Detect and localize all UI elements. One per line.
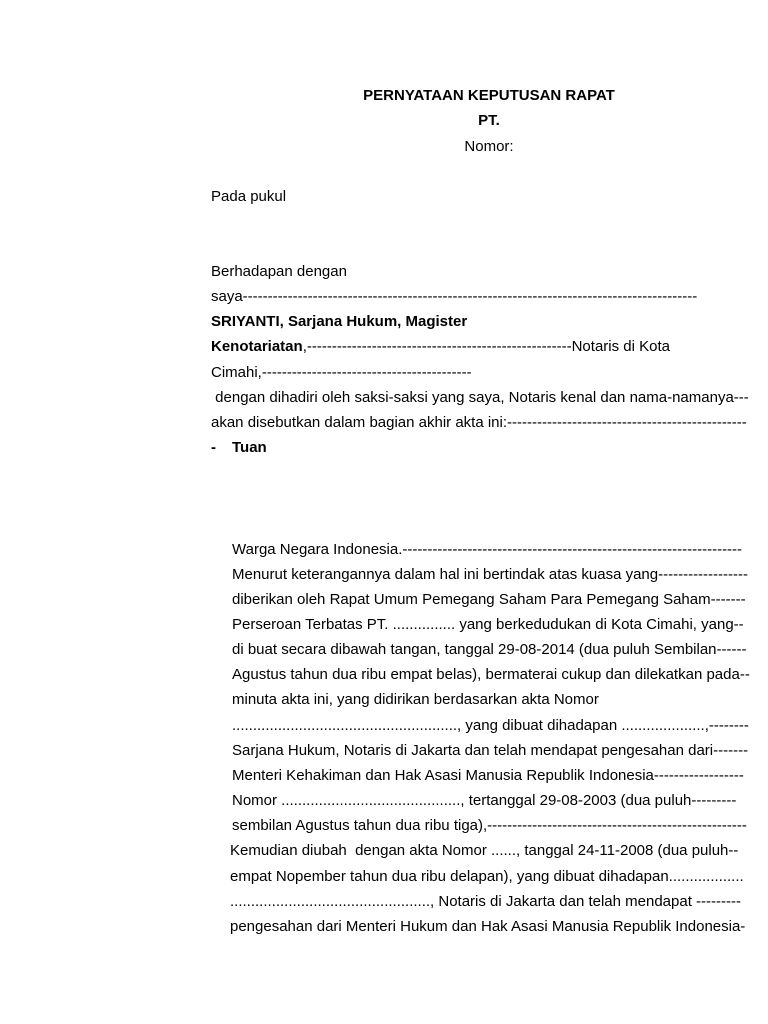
body-line: di buat secara dibawah tangan, tanggal 29-08-2014 (dua puluh Sembilan------ [232,641,747,658]
notary-name-line: SRIYANTI, Sarjana Hukum, Magister [211,313,468,330]
body-line: empat Nopember tahun dua ribu delapan), yang dibuat dihadapan.................. [230,868,744,885]
notary-title-line [211,338,670,356]
body-line: ................................................, Notaris di Jakarta dan telah mendapat --------- [230,893,741,910]
saya-line: saya------------------------------------------------------------------------------------------- [211,288,698,305]
witness-line-1: dengan dihadiri oleh saksi-saksi yang saya, Notaris kenal dan nama-namanya--- [211,389,749,406]
body-line: Nomor ..........................................., tertanggal 29-08-2003 (dua puluh--------- [232,792,737,809]
body-line: Perseroan Terbatas PT. ............... yang berkedudukan di Kota Cimahi, yang-- [232,616,744,633]
body-line: sembilan Agustus tahun dua ribu tiga),---------------------------------------------------- [232,817,747,834]
witness-line-2: akan disebutkan dalam bagian akhir akta ini:------------------------------------------------ [211,414,747,431]
body-line: Agustus tahun dua ribu empat belas), bermaterai cukup dan dilekatkan pada-- [232,666,750,683]
document-title: PERNYATAAN KEPUTUSAN RAPAT [363,87,615,104]
body-line: Warga Negara Indonesia.-------------------------------------------------------------------- [232,541,743,558]
body-line: Menurut keterangannya dalam hal ini bertindak atas kuasa yang------------------ [232,566,749,583]
number-label: Nomor: [464,138,514,155]
city-line: Cimahi,------------------------------------------ [211,364,472,381]
body-line: pengesahan dari Menteri Hukum dan Hak Asasi Manusia Republik Indonesia- [230,918,746,935]
time-line: Pada pukul [211,188,287,205]
person-label: Tuan [232,439,267,456]
company-label: PT. [478,112,500,129]
facing-line: Berhadapan dengan [211,263,347,280]
notary-title-rest: ,-----------------------------------------------------Notaris di Kota [302,338,670,355]
body-line: Sarjana Hukum, Notaris di Jakarta dan telah mendapat pengesahan dari------- [232,742,749,759]
body-line: Menteri Kehakiman dan Hak Asasi Manusia Republik Indonesia------------------ [232,767,744,784]
body-line: Kemudian diubah dengan akta Nomor ......, tanggal 24-11-2008 (dua puluh-- [230,842,739,859]
person-dash: - [211,439,216,456]
body-line: minuta akta ini, yang didirikan berdasarkan akta Nomor [232,691,599,708]
body-line: ......................................................, yang dibuat dihadapan ....................,-------- [232,717,749,734]
notary-title-bold: Kenotariatan [211,338,303,355]
body-line: diberikan oleh Rapat Umum Pemegang Saham Para Pemegang Saham------- [232,591,746,608]
